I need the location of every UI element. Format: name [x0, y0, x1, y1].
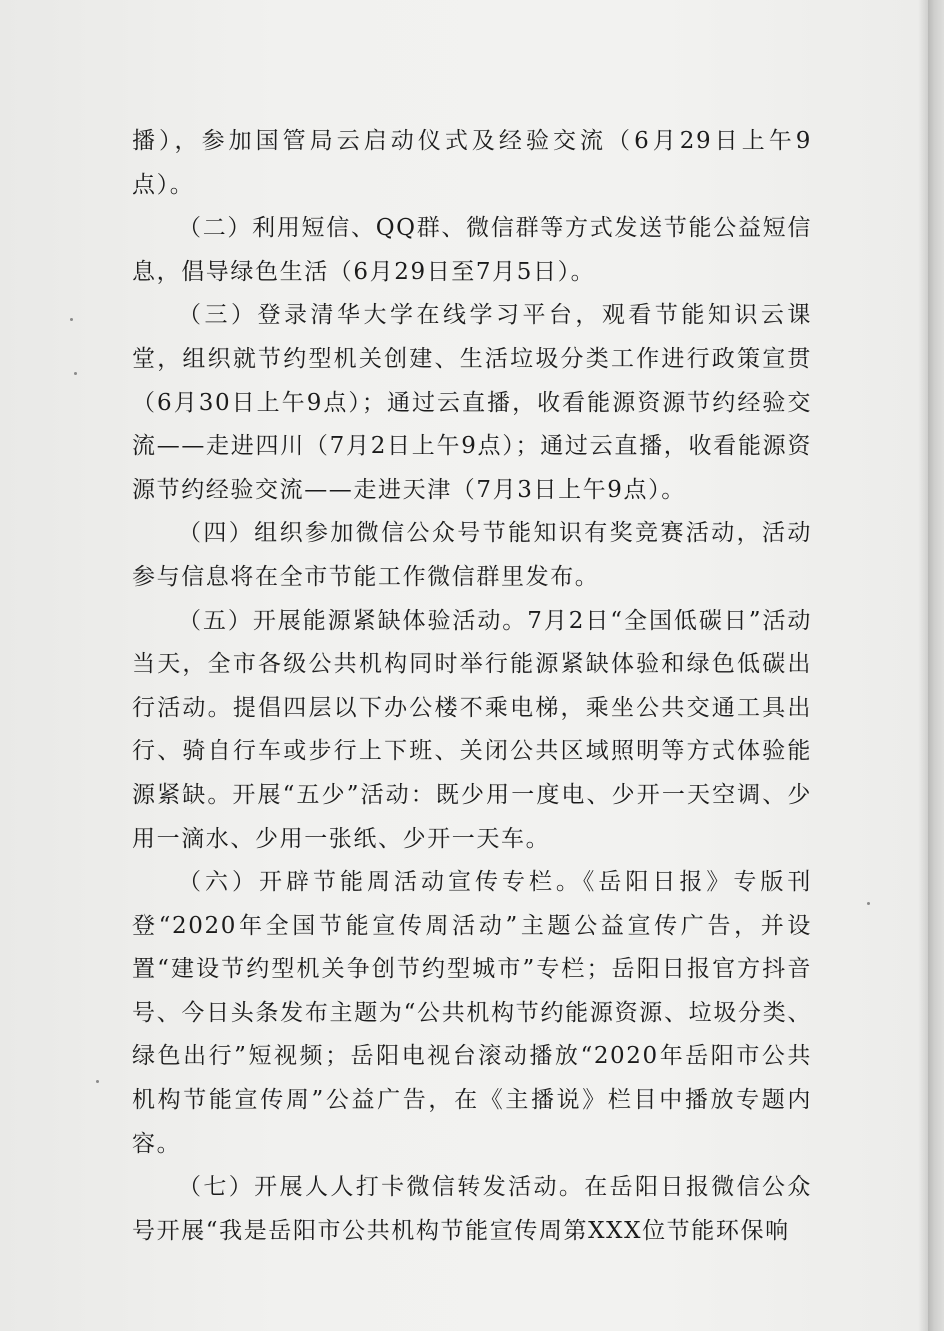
paragraph-item-7: （七）开展人人打卡微信转发活动。在岳阳日报微信公众号开展“我是岳阳市公共机构节能宣传周第XXX位节能环保响: [132, 1174, 812, 1244]
paper-speck: [96, 1080, 99, 1083]
page-edge: [928, 0, 944, 1331]
paragraph-item-5: （五）开展能源紧缺体验活动。7月2日“全国低碳日”活动当天，全市各级公共机构同时举行能源紧缺体验和绿色低碳出行活动。提倡四层以下办公楼不乘电梯，乘坐公共交通工具出行、骑自行车或步行上下班、关闭公共区域照明等方式体验能源紧缺。开展“五少”活动：既少用一度电、少开一天空调、少用一滴水、少用一张纸、少开一天车。: [132, 607, 812, 852]
page-fold-shadow: [918, 0, 928, 1331]
paper-speck: [74, 372, 77, 375]
body-text: [132, 120, 812, 1253]
paragraph-item-6: （六）开辟节能周活动宣传专栏。《岳阳日报》专版刊登“2020年全国节能宣传周活动”主题公益宣传广告，并设置“建设节约型机关争创节约型城市”专栏；岳阳日报官方抖音号、今日头条发布主题为“公共机构节约能源资源、垃圾分类、绿色出行”短视频；岳阳电视台滚动播放“2020年岳阳市公共机构节能宣传周”公益广告，在《主播说》栏目中播放专题内容。: [132, 869, 812, 1157]
paper-speck: [70, 318, 73, 321]
paragraph-item-4: （四）组织参加微信公众号节能知识有奖竞赛活动，活动参与信息将在全市节能工作微信群里发布。: [132, 520, 812, 590]
paragraph-continuation: 播），参加国管局云启动仪式及经验交流（6月29日上午9点）。: [132, 128, 812, 198]
paragraph-item-3: （三）登录清华大学在线学习平台，观看节能知识云课堂，组织就节约型机关创建、生活垃圾分类工作进行政策宣贯（6月30日上午9点）；通过云直播，收看能源资源节约经验交流——走进四川（7月2日上午9点）；通过云直播，收看能源资源节约经验交流——走进天津（7月3日上午9点）。: [132, 302, 812, 503]
paragraph-item-2: （二）利用短信、QQ群、微信群等方式发送节能公益短信息，倡导绿色生活（6月29日至7月5日）。: [132, 215, 812, 285]
paper-speck: [867, 902, 870, 905]
